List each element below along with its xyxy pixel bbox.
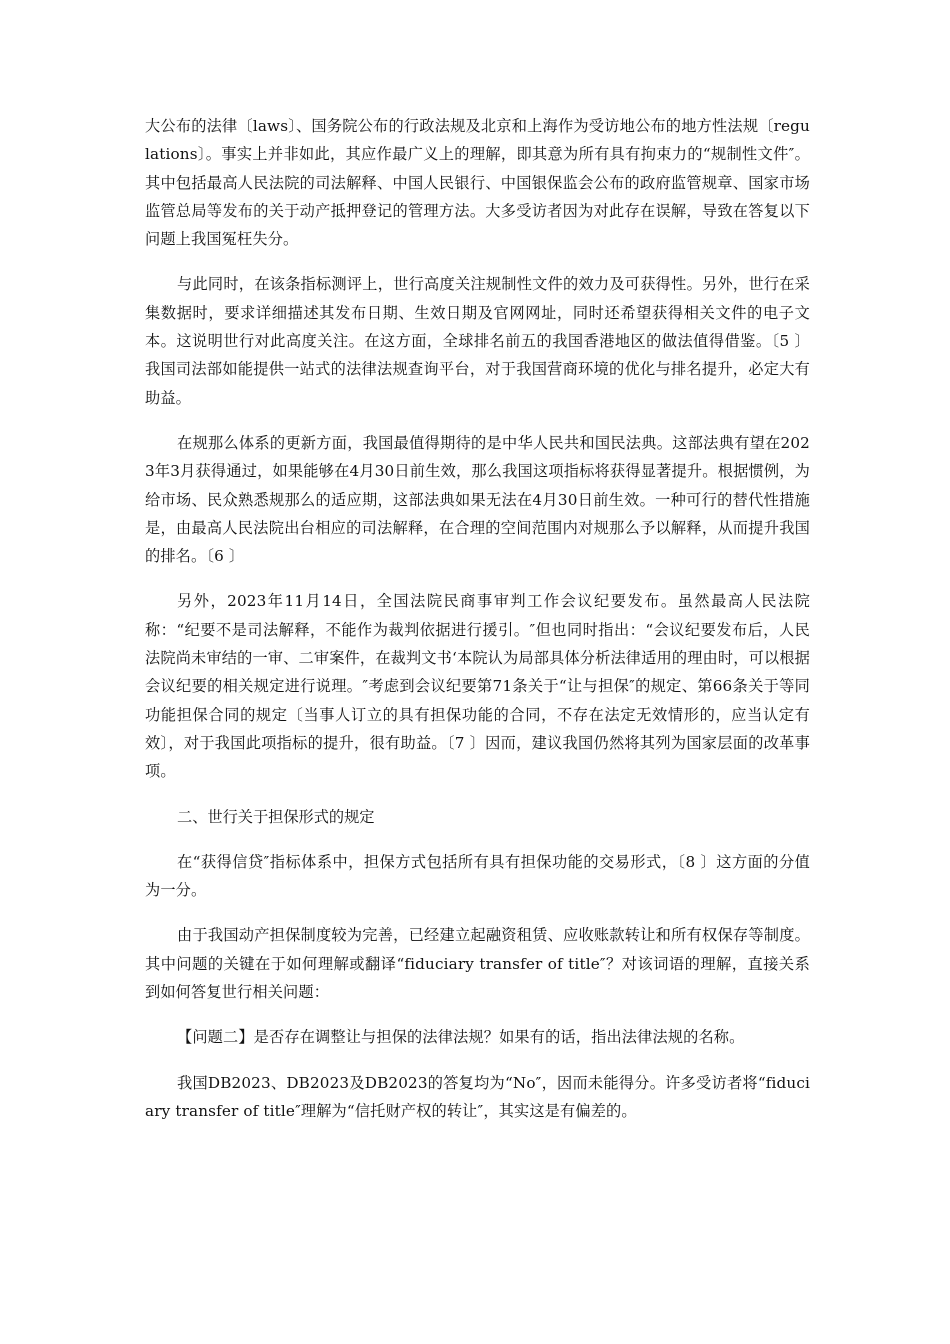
paragraph-3: 在规那么体系的更新方面，我国最值得期待的是中华人民共和国民法典。这部法典有望在2023年3月获得通过，如果能够在4月30日前生效，那么我国这项指标将获得显著提升。根据惯例，为给市场、民众熟悉规那么的适应期，这部法典如果无法在4月30日前生效。一种可行的替代性措施是，由最高人民法院出台相应的司法解释，在合理的空间范围内对规那么予以解释，从而提升我国的排名。〔6 〕	[145, 433, 810, 566]
paragraph-1: 大公布的法律〔laws〕、国务院公布的行政法规及北京和上海作为受访地公布的地方性法规〔regulations〕。事实上并非如此，其应作最广义上的理解，即其意为所有具有拘束力的“规制性文件″。其中包括最高人民法院的司法解释、中国人民银行、中国银保监会公布的政府监管规章、国家市场监管总局等发布的关于动产抵押登记的管理方法。大多受访者因为对此存在误解，导致在答复以下问题上我国冤枉失分。	[145, 117, 810, 249]
paragraph-2: 与此同时，在该条指标测评上，世行高度关注规制性文件的效力及可获得性。另外，世行在采集数据时，要求详细描述其发布日期、生效日期及官网网址，同时还希望获得相关文件的电子文本。这说明世行对此高度关注。在这方面，全球排名前五的我国香港地区的做法值得借鉴。〔5 〕我国司法部如能提供一站式的法律法规查询平台，对于我国营商环境的优化与排名提升，必定大有助益。	[145, 275, 810, 407]
paragraph-7: 我国DB2023、DB2023及DB2023的答复均为“No″，因而未能得分。许多受访者将“fiduciary transfer of title″理解为“信托财产权的转让″，其实这是有偏差的。	[145, 1073, 810, 1120]
paragraph-4: 另外，2023年11月14日，全国法院民商事审判工作会议纪要发布。虽然最高人民法院称：“纪要不是司法解释，不能作为裁判依据进行援引。″但也同时指出：“会议纪要发布后，人民法院尚未审结的一审、二审案件，在裁判文书‘本院认为局部具体分析法律适用的理由时，可以根据会议纪要的相关规定进行说理。″考虑到会议纪要第71条关于“让与担保″的规定、第66条关于等同功能担保合同的规定〔当事人订立的具有担保功能的合同，不存在法定无效情形的，应当认定有效〕，对于我国此项指标的提升，很有助益。〔7 〕因而，建议我国仍然将其列为国家层面的改革事项。	[145, 592, 810, 781]
section-heading: 二、世行关于担保形式的规定	[177, 807, 375, 826]
paragraph-5: 在“获得信贷″指标体系中，担保方式包括所有具有担保功能的交易形式，〔8 〕这方面的分值为一分。	[145, 852, 810, 900]
document-page	[145, 112, 810, 1142]
question-paragraph: 【问题二】是否存在调整让与担保的法律法规？如果有的话，指出法律法规的名称。	[177, 1028, 745, 1047]
paragraph-6: 由于我国动产担保制度较为完善，已经建立起融资租赁、应收账款转让和所有权保存等制度。其中问题的关键在于如何理解或翻译“fiduciary transfer of title″？对该词语的理解，直接关系到如何答复世行相关问题：	[145, 926, 810, 1002]
